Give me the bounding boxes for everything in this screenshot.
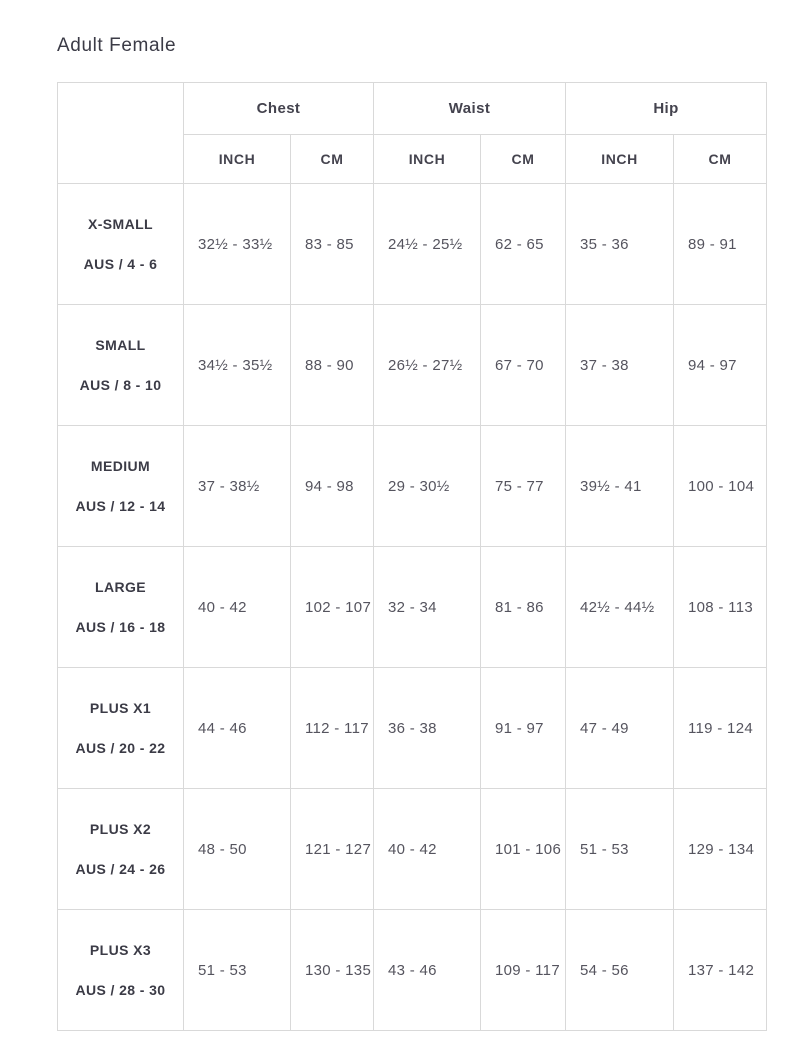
aus-size: AUS / 24 - 26 [75,860,166,877]
size-label-cell [58,547,184,668]
measurement-cell: 32 - 34 [374,547,481,668]
corner-cell [58,83,184,184]
column-group-hip: Hip [566,83,767,135]
measurement-cell: 32½ - 33½ [184,184,291,305]
measurement-cell: 29 - 30½ [374,426,481,547]
measurement-cell: 48 - 50 [184,789,291,910]
measurement-cell: 40 - 42 [374,789,481,910]
size-label-cell [58,668,184,789]
unit-header-chest-inch: INCH [184,135,291,184]
measurement-cell: 36 - 38 [374,668,481,789]
measurement-cell: 137 - 142 [674,910,767,1031]
aus-size: AUS / 20 - 22 [75,739,166,756]
size-name: PLUS X3 [89,941,152,958]
measurement-cell: 39½ - 41 [566,426,674,547]
measurement-cell: 109 - 117 [481,910,566,1031]
measurement-cell: 62 - 65 [481,184,566,305]
unit-header-chest-cm: CM [291,135,374,184]
unit-header-hip-inch: INCH [566,135,674,184]
measurement-cell: 119 - 124 [674,668,767,789]
measurement-cell: 37 - 38½ [184,426,291,547]
measurement-cell: 51 - 53 [184,910,291,1031]
unit-header-waist-inch: INCH [374,135,481,184]
table-row-x-small [58,184,767,305]
table-row-plus-x2 [58,789,767,910]
size-name: LARGE [95,578,146,595]
measurement-cell: 81 - 86 [481,547,566,668]
column-group-waist: Waist [374,83,566,135]
aus-size: AUS / 12 - 14 [75,497,166,514]
table-row-small [58,305,767,426]
measurement-cell: 129 - 134 [674,789,767,910]
measurement-cell: 91 - 97 [481,668,566,789]
measurement-cell: 112 - 117 [291,668,374,789]
size-label-cell [58,426,184,547]
measurement-cell: 83 - 85 [291,184,374,305]
size-name: SMALL [95,336,146,353]
size-label-cell [58,789,184,910]
measurement-cell: 101 - 106 [481,789,566,910]
measurement-cell: 37 - 38 [566,305,674,426]
measurement-cell: 35 - 36 [566,184,674,305]
header-group-row [58,83,767,135]
size-label-cell [58,910,184,1031]
size-name: PLUS X1 [89,699,152,716]
measurement-cell: 40 - 42 [184,547,291,668]
measurement-cell: 24½ - 25½ [374,184,481,305]
table-row-plus-x3 [58,910,767,1031]
measurement-cell: 54 - 56 [566,910,674,1031]
size-name: MEDIUM [90,457,151,474]
size-chart-table [57,82,767,1031]
measurement-cell: 94 - 97 [674,305,767,426]
measurement-cell: 44 - 46 [184,668,291,789]
page-title: Adult Female [57,35,177,56]
measurement-cell: 47 - 49 [566,668,674,789]
measurement-cell: 51 - 53 [566,789,674,910]
aus-size: AUS / 16 - 18 [75,618,166,635]
size-name: X-SMALL [87,215,153,232]
measurement-cell: 108 - 113 [674,547,767,668]
measurement-cell: 26½ - 27½ [374,305,481,426]
table-row-medium [58,426,767,547]
column-group-chest: Chest [184,83,374,135]
measurement-cell: 67 - 70 [481,305,566,426]
measurement-cell: 34½ - 35½ [184,305,291,426]
measurement-cell: 88 - 90 [291,305,374,426]
unit-header-hip-cm: CM [674,135,767,184]
measurement-cell: 130 - 135 [291,910,374,1031]
aus-size: AUS / 4 - 6 [83,255,158,272]
aus-size: AUS / 8 - 10 [79,376,162,393]
size-label-cell [58,305,184,426]
aus-size: AUS / 28 - 30 [75,981,166,998]
measurement-cell: 94 - 98 [291,426,374,547]
measurement-cell: 89 - 91 [674,184,767,305]
measurement-cell: 102 - 107 [291,547,374,668]
measurement-cell: 42½ - 44½ [566,547,674,668]
unit-header-waist-cm: CM [481,135,566,184]
measurement-cell: 100 - 104 [674,426,767,547]
measurement-cell: 75 - 77 [481,426,566,547]
size-label-cell [58,184,184,305]
measurement-cell: 121 - 127 [291,789,374,910]
size-name: PLUS X2 [89,820,152,837]
table-row-plus-x1 [58,668,767,789]
table-row-large [58,547,767,668]
measurement-cell: 43 - 46 [374,910,481,1031]
